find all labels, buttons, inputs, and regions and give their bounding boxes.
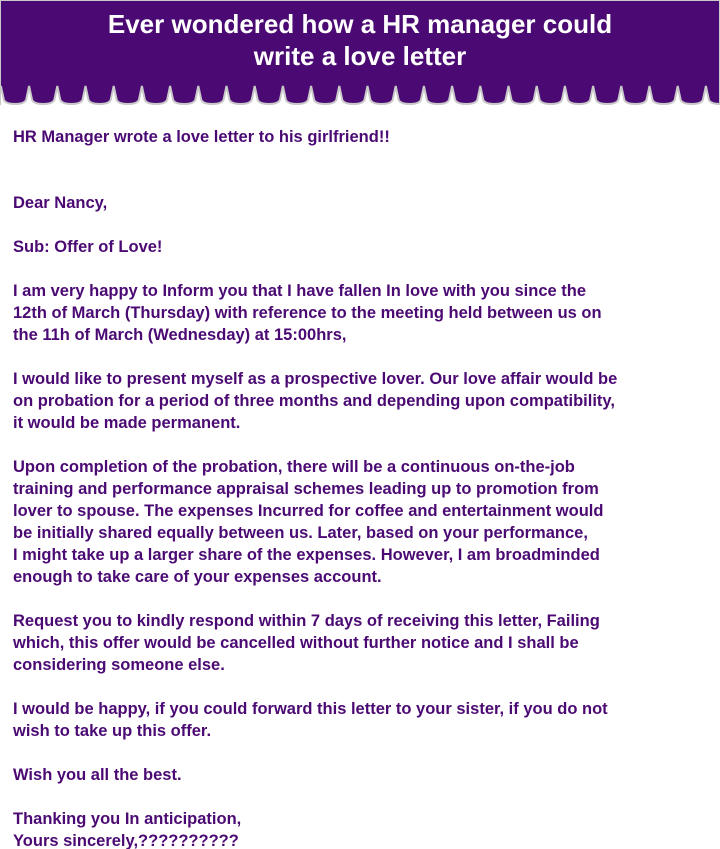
paragraph-line: it would be made permanent. [13, 414, 241, 432]
paragraph-line: I would like to present myself as a prospective lover. Our love affair would be [13, 370, 618, 388]
banner-title-line-2: write a love letter [253, 41, 467, 71]
paragraph-line: 12th of March (Thursday) with reference to the meeting held between us on [13, 304, 602, 322]
letter-signature: Yours sincerely,?????????? [13, 832, 239, 849]
letter-paragraph-4 [13, 610, 713, 676]
banner-title-line-1: Ever wondered how a HR manager could [107, 9, 613, 39]
letter-intro: HR Manager wrote a love letter to his girlfriend!! [13, 128, 390, 146]
paragraph-line: I might take up a larger share of the expenses. However, I am broadminded [13, 546, 600, 564]
letter-paragraph-5 [13, 698, 713, 742]
letter-wish: Wish you all the best. [13, 766, 182, 784]
paragraph-line: wish to take up this offer. [13, 722, 212, 740]
paragraph-line: which, this offer would be cancelled without further notice and I shall be [13, 634, 579, 652]
paragraph-line: the 11h of March (Wednesday) at 15:00hrs, [13, 326, 347, 344]
letter-paragraph-1 [13, 280, 713, 346]
paragraph-line: Request you to kindly respond within 7 days of receiving this letter, Failing [13, 612, 600, 630]
letter-paragraph-2 [13, 368, 713, 434]
paragraph-line: I would be happy, if you could forward this letter to your sister, if you do not [13, 700, 608, 718]
paragraph-line: enough to take care of your expenses account. [13, 568, 382, 586]
paragraph-line: on probation for a period of three months and depending upon compatibility, [13, 392, 615, 410]
letter-subject: Sub: Offer of Love! [13, 238, 163, 256]
letter-salutation: Dear Nancy, [13, 194, 108, 212]
paragraph-line: training and performance appraisal schemes leading up to promotion from [13, 480, 599, 498]
paragraph-line: lover to spouse. The expenses Incurred for coffee and entertainment would [13, 502, 604, 520]
paragraph-line: I am very happy to Inform you that I have fallen In love with you since the [13, 282, 587, 300]
title-banner [0, 0, 720, 110]
paragraph-line: be initially shared equally between us. Later, based on your performance, [13, 524, 588, 542]
love-letter [13, 126, 713, 849]
paragraph-line: considering someone else. [13, 656, 225, 674]
letter-paragraph-3 [13, 456, 713, 588]
paragraph-line: Upon completion of the probation, there will be a continuous on-the-job [13, 458, 575, 476]
letter-closing: Thanking you In anticipation, [13, 810, 242, 828]
banner-title [0, 8, 720, 72]
